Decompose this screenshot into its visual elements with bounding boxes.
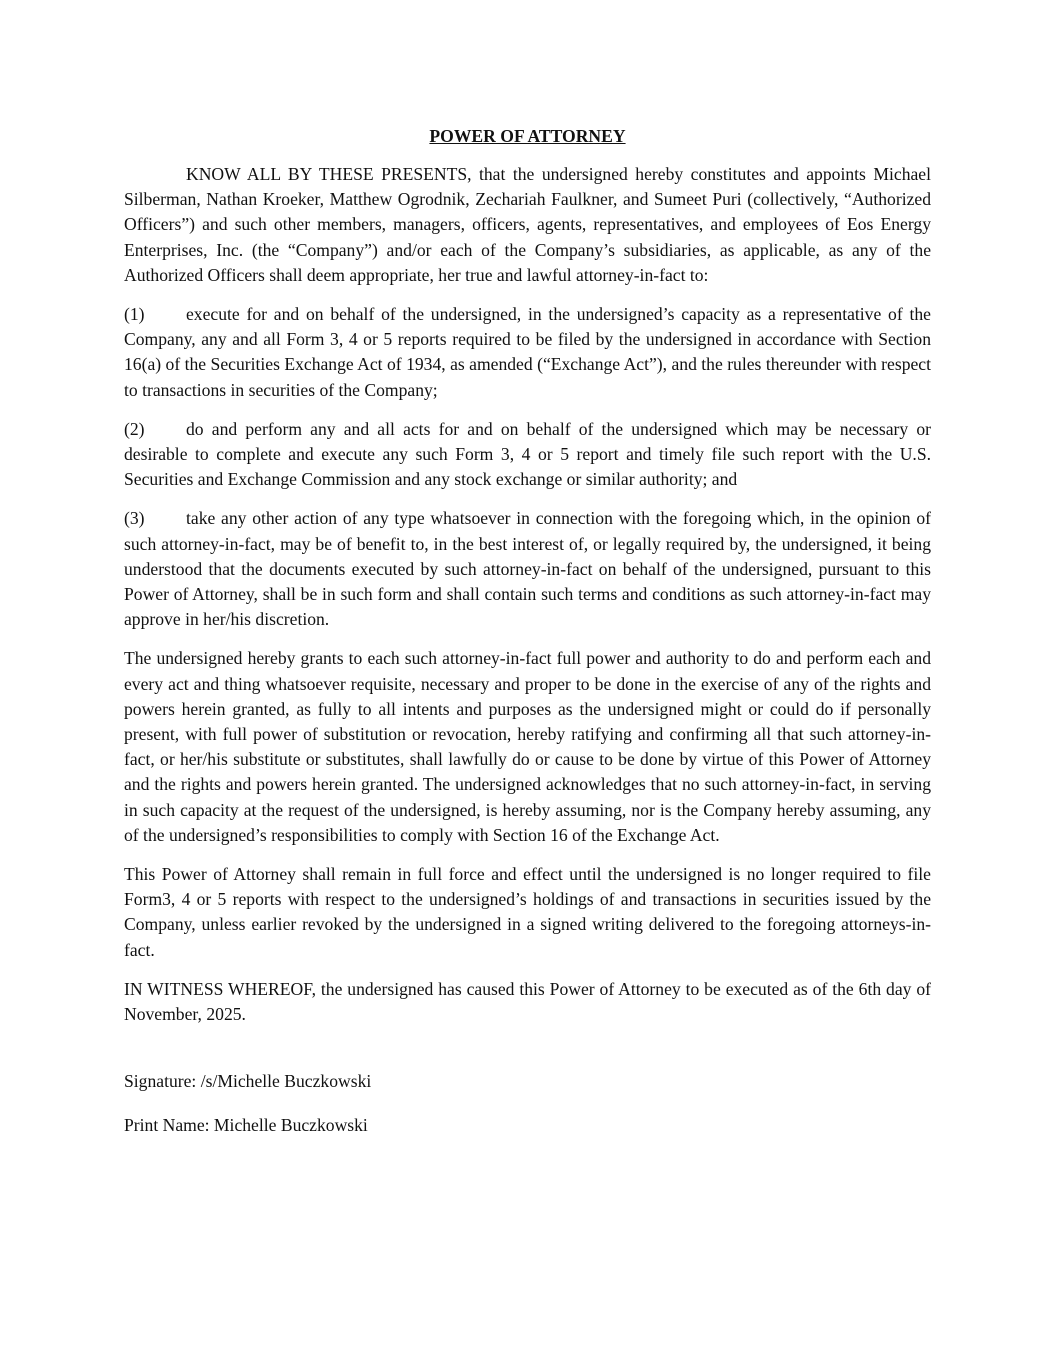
signature-block [124,1069,931,1137]
signature-line: Signature: /s/Michelle Buczkowski [124,1071,372,1092]
grant-paragraph: The undersigned hereby grants to each such attorney-in-fact full power and authority to do and perform each and every act and thing whatsoever requisite, necessary and proper to be done in the exercise of any of the rights and powers herein granted, as fully to all intents and purposes as the undersigned might or could do if personally present, with full power of substitution or revocation, hereby ratifying and confirming all that such attorney-in-fact, or her/his substitute or substitutes, shall lawfully do or cause to be done by virtue of this Power of Attorney and the rights and powers herein granted. The undersigned acknowledges that no such attorney-in-fact, in serving in such capacity at the request of the undersigned, is hereby assuming, nor is the Company hereby assuming, any of the undersigned’s responsibilities to comply with Section 16 of the Exchange Act. [124,648,931,845]
list-item [124,417,931,493]
list-item-text: do and perform any and all acts for and on behalf of the undersigned which may be necessary or desirable to complete and execute any such Form 3, 4 or 5 report and timely file such report with the U.S. Securities and Exchange Commission and any stock exchange or similar authority; and [124,418,931,490]
witness-paragraph: IN WITNESS WHEREOF, the undersigned has caused this Power of Attorney to be executed as of the 6th day of November, 2025. [124,978,931,1025]
list-item-number: (2) [124,418,145,439]
document-title: POWER OF ATTORNEY [429,126,626,146]
list-item-text: execute for and on behalf of the undersigned, in the undersigned’s capacity as a representative of the Company, any and all Form 3, 4 or 5 reports required to be filed by the undersigned in accordance with Section 16(a) of the Securities Exchange Act of 1934, as amended (“Exchange Act”), and the rules thereunder with respect to transactions in securities of the Company; [124,304,931,400]
document-page [124,124,931,1156]
intro-paragraph: KNOW ALL BY THESE PRESENTS, that the undersigned hereby constitutes and appoints Michael Silberman, Nathan Kroeker, Matthew Ogrodnik, Zechariah Faulkner, and Sumeet Puri (collectively, “Authorized Officers”) and such other members, managers, officers, agents, representatives, and employees of Eos Energy Enterprises, Inc. (the “Company”) and/or each of the Company’s subsidiaries, as applicable, as any of the Authorized Officers shall deem appropriate, her true and lawful attorney-in-fact to: [124,164,931,285]
list-item-text: take any other action of any type whatsoever in connection with the foregoing which, in the opinion of such attorney-in-fact, may be of benefit to, in the best interest of, or legally required by, the undersigned, it being understood that the documents executed by such attorney-in-fact on behalf of the undersigned, pursuant to this Power of Attorney, shall be in such form and shall contain such terms and conditions as such attorney-in-fact may approve in her/his discretion. [124,508,931,630]
list-item-number: (3) [124,508,145,529]
print-name-line: Print Name: Michelle Buczkowski [124,1114,368,1135]
list-item [124,506,931,632]
list-item [124,302,931,403]
duration-paragraph: This Power of Attorney shall remain in full force and effect until the undersigned is no longer required to file Form3, 4 or 5 reports with respect to the undersigned’s holdings of and transactions in securities issued by the Company, unless earlier revoked by the undersigned in a signed writing delivered to the foregoing attorneys-in-fact. [124,864,931,960]
list-item-number: (1) [124,304,145,325]
